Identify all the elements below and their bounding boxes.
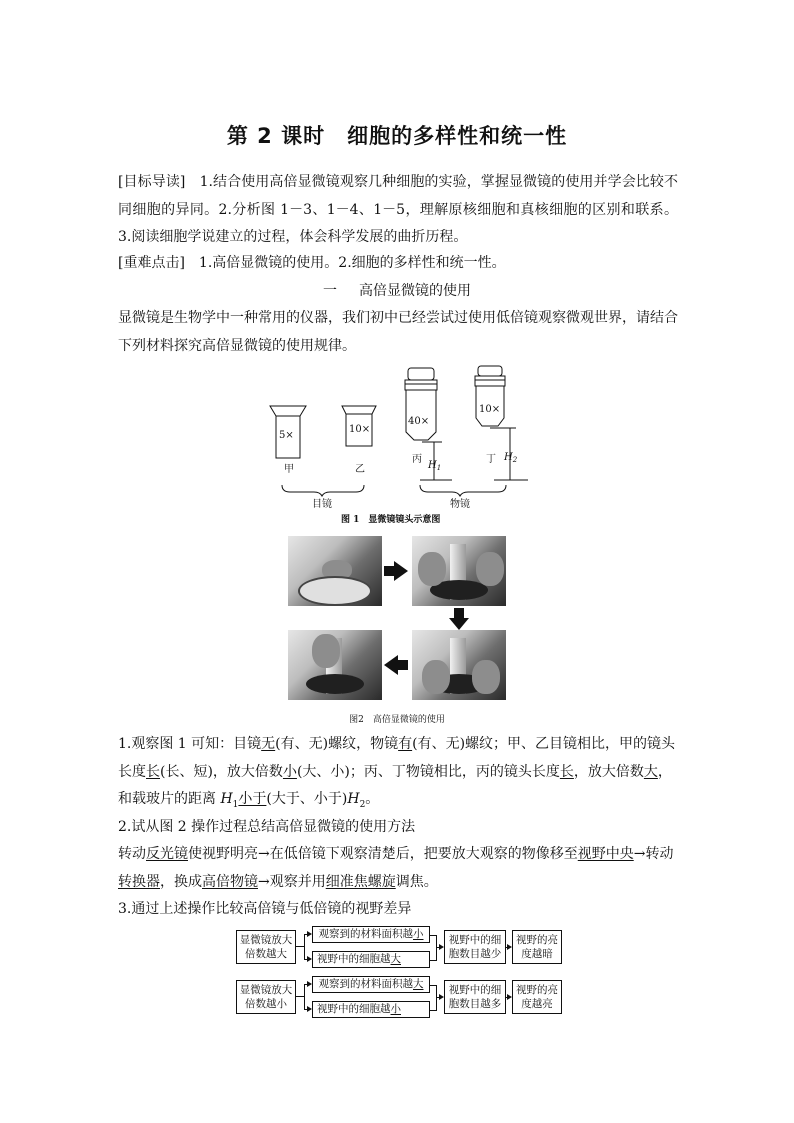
label-jia: 甲 — [284, 464, 294, 475]
answer-blank: 长 — [559, 763, 574, 780]
answer-blank: 高倍物镜 — [202, 873, 258, 890]
flow-row2-area: 观察到的材料面积越大 — [312, 976, 430, 993]
section-number: 一 — [323, 283, 337, 299]
answer-blank: 小 — [282, 763, 297, 780]
answer-blank: 转换器 — [118, 873, 160, 890]
photo-step-4 — [288, 630, 382, 700]
section-title: 高倍显微镜的使用 — [359, 283, 471, 299]
key-points-label: [重难点击] — [118, 255, 185, 271]
h1-subscript: 1 — [436, 464, 442, 472]
figure-1-lens-diagram — [262, 360, 532, 528]
lens-yi-label: 10× — [349, 424, 371, 435]
flow-row1-cell-count: 视野中的细胞数目越少 — [444, 930, 506, 964]
flow-row1-brightness: 视野的亮度越暗 — [512, 930, 562, 964]
goals-text: 1.结合使用高倍显微镜观察几种细胞的实验，掌握显微镜的使用并学会比较不同细胞的异同。2.分析图 1－3、1－4、1－5，理解原核细胞和真核细胞的区别和联系。3.阅读细胞学说建立的过程，体会科学发展的曲折历程。 — [118, 174, 678, 245]
flow-row2-cell-size: 视野中的细胞越小 — [312, 1001, 430, 1018]
photo-step-1 — [288, 536, 382, 606]
answer-blank: 大 — [643, 763, 658, 780]
question-2: 2.试从图 2 操作过程总结高倍显微镜的使用方法 — [118, 819, 416, 835]
svg-text:H2 — [503, 452, 518, 464]
answer-blank: 视野中央 — [577, 846, 634, 862]
answer-blank: 无 — [261, 736, 276, 752]
lens-ding-label: 10× — [479, 404, 501, 415]
flow-row1-cell-size: 视野中的细胞越大 — [312, 951, 430, 968]
question-2-answer: 转动反光镜使视野明亮→在低倍镜下观察清楚后，把要放大观察的物像移至视野中央→转动转换器，换成高倍物镜→观察并用细准焦螺旋调焦。 — [118, 846, 674, 890]
learning-goals — [118, 169, 678, 252]
lens-jia-label: 5× — [279, 430, 294, 441]
goals-label: [目标导读] — [118, 174, 186, 190]
h2-subscript: 2 — [512, 456, 518, 464]
lens-bing-label: 40× — [408, 416, 430, 427]
arrow-down — [449, 618, 469, 630]
section-heading — [0, 280, 794, 302]
group-objective-label: 物镜 — [450, 499, 470, 510]
h1-label: H — [428, 460, 437, 471]
flow-row1-area: 观察到的材料面积越小 — [312, 926, 430, 943]
label-yi: 乙 — [355, 464, 365, 475]
key-points-text: 1.高倍显微镜的使用。2.细胞的多样性和统一性。 — [184, 255, 506, 271]
intro-paragraph: 显微镜是生物学中一种常用的仪器，我们初中已经尝试过使用低倍镜观察微观世界，请结合下列材料探究高倍显微镜的使用规律。 — [118, 310, 678, 354]
arrow-right — [394, 561, 408, 581]
figure-1-caption: 图 1 显微镜镜头示意图 — [341, 515, 441, 525]
brace-objective — [420, 485, 506, 496]
label-bing: 丙 — [412, 454, 422, 465]
question-1: 1.观察图 1 可知：目镜无(有、无)螺纹，物镜有(有、无)螺纹；甲、乙目镜相比，甲的镜头长度长(长、短)，放大倍数小(大、小)；丙、丁物镜相比，丙的镜头长度长，放大倍数大，和载玻片的距离 $H_1$小于(大于、小于)$H_2$。 — [118, 736, 676, 810]
h2-label: H — [504, 452, 513, 463]
objective-ding — [475, 366, 505, 426]
svg-text:H1 — [427, 460, 441, 472]
objective-bing — [405, 368, 437, 440]
page-title: 第 2 课时 细胞的多样性和统一性 — [226, 124, 568, 148]
key-points — [118, 250, 678, 278]
answer-blank: 长 — [146, 763, 160, 780]
flow-row1-start: 显微镜放大倍数越大 — [236, 930, 296, 964]
flow-row2-start: 显微镜放大倍数越小 — [236, 980, 296, 1014]
comparison-flowchart — [236, 924, 566, 1020]
brace-eyepiece — [282, 485, 364, 496]
group-eyepiece-label: 目镜 — [312, 499, 332, 510]
flow-row2-cell-count: 视野中的细胞数目越多 — [444, 980, 506, 1014]
arrow-left — [384, 655, 398, 675]
answer-blank: 细准焦螺旋 — [325, 873, 396, 890]
figure-2-caption: 图2 高倍显微镜的使用 — [349, 715, 445, 725]
figure-2-photo-sequence — [282, 534, 512, 726]
flow-row2-brightness: 视野的亮度越亮 — [512, 980, 562, 1014]
answer-blank: 小于 — [238, 791, 267, 807]
photo-step-3 — [412, 630, 506, 700]
label-ding: 丁 — [486, 454, 496, 465]
answer-blank: 有 — [398, 736, 413, 752]
question-3: 3.通过上述操作比较高倍镜与低倍镜的视野差异 — [118, 901, 412, 917]
answer-blank: 反光镜 — [146, 846, 188, 862]
photo-step-2 — [412, 536, 506, 606]
